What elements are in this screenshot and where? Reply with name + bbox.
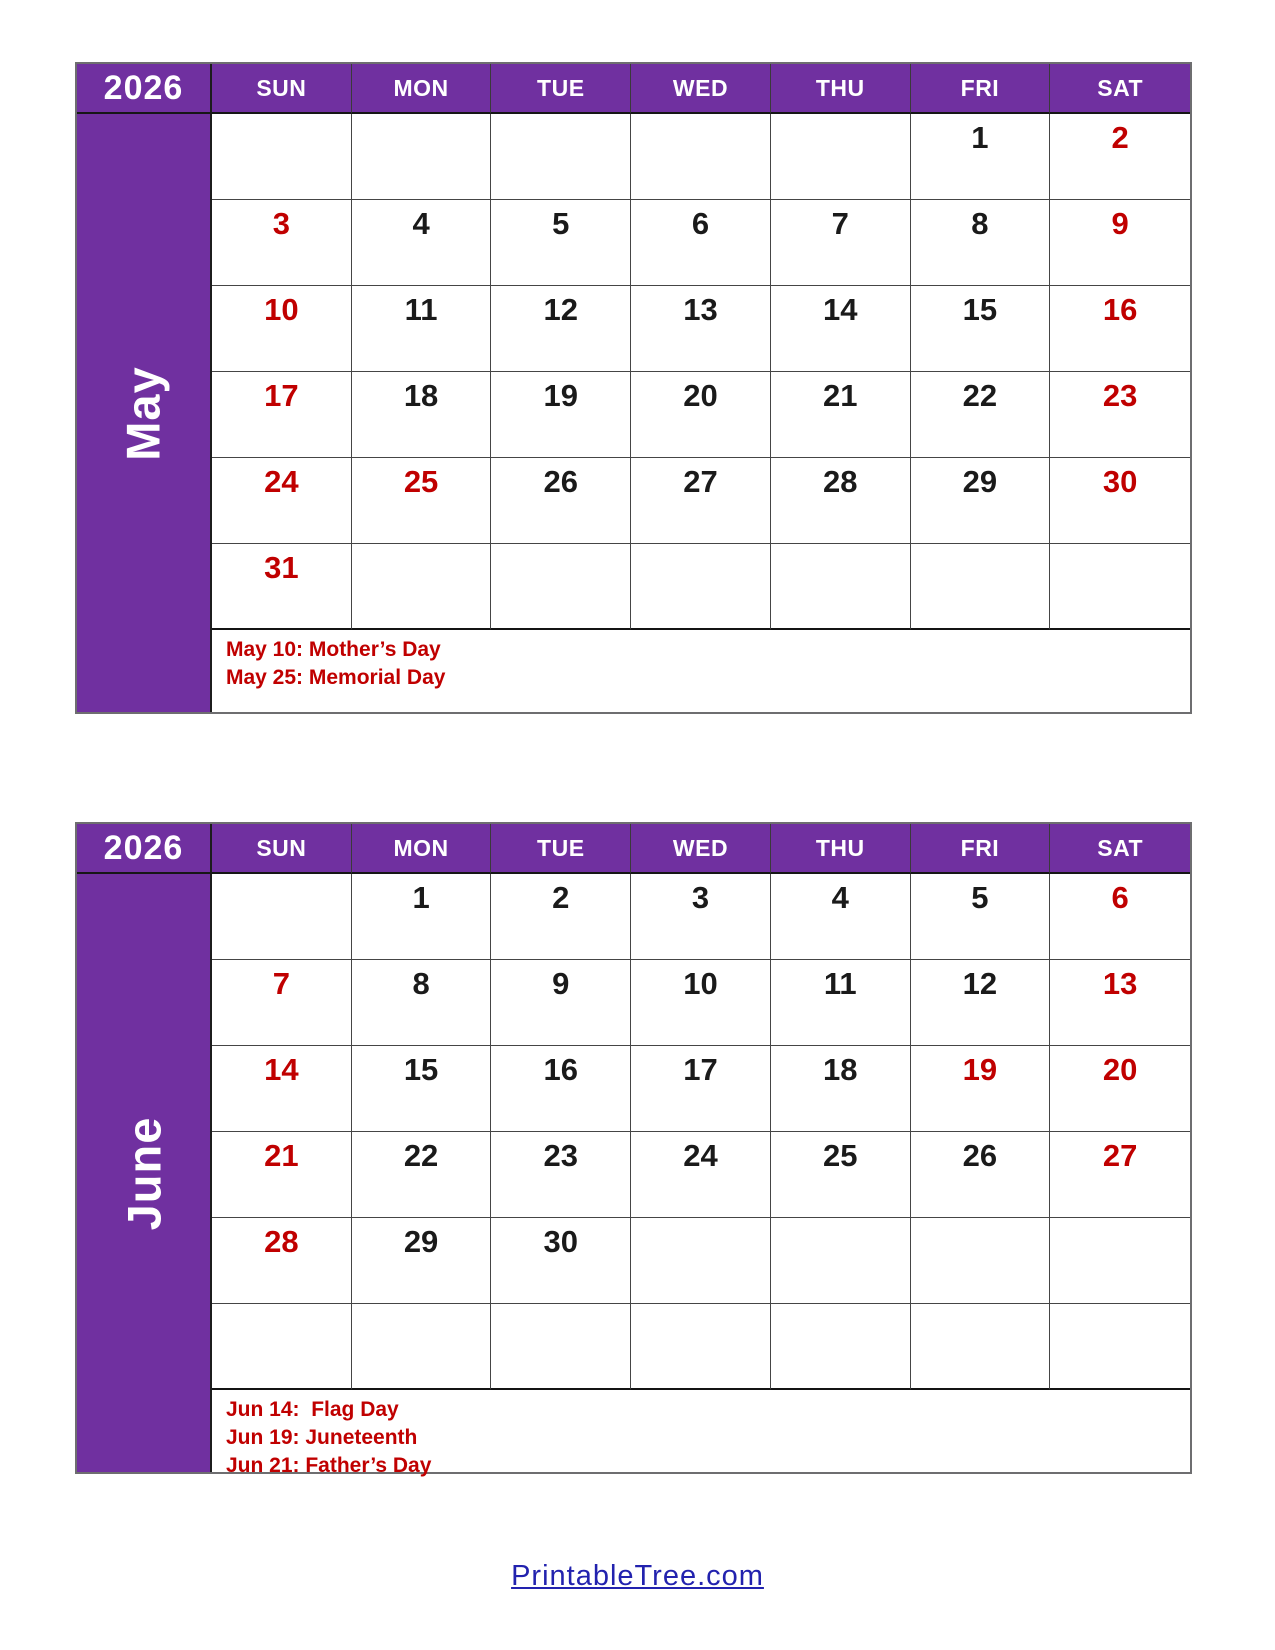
day-cell-empty — [771, 544, 911, 630]
day-cell-may-11: 11 — [352, 286, 492, 372]
holiday-note: May 10: Mother’s Day — [226, 638, 441, 661]
holiday-note: May 25: Memorial Day — [226, 666, 446, 689]
day-cell-may-22: 22 — [911, 372, 1051, 458]
day-cell-may-29: 29 — [911, 458, 1051, 544]
day-cell-june-20: 20 — [1050, 1046, 1190, 1132]
day-cell-may-31: 31 — [212, 544, 352, 630]
day-cell-june-17: 17 — [631, 1046, 771, 1132]
day-cell-may-18: 18 — [352, 372, 492, 458]
day-header-label: FRI — [960, 834, 1000, 861]
day-cell-june-12: 12 — [911, 960, 1051, 1046]
day-header-wed — [631, 824, 771, 874]
day-header-mon — [352, 824, 492, 874]
day-header-label: SUN — [256, 834, 307, 861]
day-cell-june-26: 26 — [911, 1132, 1051, 1218]
day-header-label: TUE — [537, 74, 585, 101]
day-header-label: MON — [393, 74, 449, 101]
month-name-label: June — [116, 1116, 170, 1230]
day-cell-may-26: 26 — [491, 458, 631, 544]
day-cell-may-4: 4 — [352, 200, 492, 286]
day-cell-empty — [771, 1218, 911, 1304]
day-cell-empty — [491, 114, 631, 200]
day-cell-may-30: 30 — [1050, 458, 1190, 544]
day-cell-june-11: 11 — [771, 960, 911, 1046]
day-header-label: WED — [672, 74, 729, 101]
day-cell-june-4: 4 — [771, 874, 911, 960]
day-cell-june-2: 2 — [491, 874, 631, 960]
day-header-label: THU — [815, 74, 865, 101]
month-sidebar — [77, 874, 212, 1472]
day-cell-empty — [911, 544, 1051, 630]
day-cell-may-24: 24 — [212, 458, 352, 544]
day-cell-june-3: 3 — [631, 874, 771, 960]
day-header-label: WED — [672, 834, 729, 861]
day-cell-june-16: 16 — [491, 1046, 631, 1132]
year-label: 2026 — [103, 68, 184, 107]
day-cell-may-19: 19 — [491, 372, 631, 458]
day-cell-empty — [212, 114, 352, 200]
day-header-sat — [1050, 64, 1190, 114]
day-cell-june-7: 7 — [212, 960, 352, 1046]
day-cell-june-24: 24 — [631, 1132, 771, 1218]
day-cell-june-5: 5 — [911, 874, 1051, 960]
day-cell-may-23: 23 — [1050, 372, 1190, 458]
holiday-note: Jun 14: Flag Day — [226, 1398, 399, 1421]
day-cell-may-6: 6 — [631, 200, 771, 286]
day-cell-may-20: 20 — [631, 372, 771, 458]
day-cell-may-17: 17 — [212, 372, 352, 458]
day-cell-june-18: 18 — [771, 1046, 911, 1132]
day-cell-may-13: 13 — [631, 286, 771, 372]
day-cell-empty — [1050, 1218, 1190, 1304]
day-cell-june-8: 8 — [352, 960, 492, 1046]
day-header-label: SUN — [256, 74, 307, 101]
day-cell-empty — [1050, 1304, 1190, 1390]
day-cell-june-6: 6 — [1050, 874, 1190, 960]
day-cell-may-3: 3 — [212, 200, 352, 286]
day-cell-empty — [771, 1304, 911, 1390]
day-header-label: THU — [815, 834, 865, 861]
day-cell-empty — [352, 544, 492, 630]
day-cell-empty — [911, 1218, 1051, 1304]
day-cell-may-7: 7 — [771, 200, 911, 286]
day-header-label: SAT — [1097, 74, 1144, 101]
month-sidebar — [77, 114, 212, 712]
day-header-fri — [911, 824, 1051, 874]
year-label-cell — [77, 64, 212, 114]
month-name-label: May — [117, 365, 170, 461]
day-header-label: SAT — [1097, 834, 1144, 861]
footer — [0, 1560, 1275, 1593]
day-cell-empty — [212, 1304, 352, 1390]
day-header-wed — [631, 64, 771, 114]
day-cell-june-29: 29 — [352, 1218, 492, 1304]
day-cell-may-28: 28 — [771, 458, 911, 544]
day-cell-may-21: 21 — [771, 372, 911, 458]
day-header-label: TUE — [537, 834, 585, 861]
year-label-cell — [77, 824, 212, 874]
day-cell-empty — [1050, 544, 1190, 630]
printabletree-link[interactable]: PrintableTree.com — [511, 1560, 764, 1592]
calendar-month-june-2026 — [75, 822, 1192, 1477]
day-cell-june-15: 15 — [352, 1046, 492, 1132]
day-cell-may-16: 16 — [1050, 286, 1190, 372]
day-cell-empty — [491, 1304, 631, 1390]
day-cell-empty — [631, 1218, 771, 1304]
day-header-tue — [491, 64, 631, 114]
holiday-note: Jun 21: Father’s Day — [226, 1454, 432, 1477]
day-cell-june-21: 21 — [212, 1132, 352, 1218]
day-header-thu — [771, 824, 911, 874]
day-cell-june-19: 19 — [911, 1046, 1051, 1132]
day-header-mon — [352, 64, 492, 114]
day-cell-empty — [631, 544, 771, 630]
day-cell-june-22: 22 — [352, 1132, 492, 1218]
day-cell-june-14: 14 — [212, 1046, 352, 1132]
day-header-sat — [1050, 824, 1190, 874]
day-header-tue — [491, 824, 631, 874]
holiday-notes — [212, 1390, 1190, 1477]
day-cell-may-10: 10 — [212, 286, 352, 372]
day-cell-june-25: 25 — [771, 1132, 911, 1218]
day-header-fri — [911, 64, 1051, 114]
day-cell-empty — [212, 874, 352, 960]
day-cell-may-27: 27 — [631, 458, 771, 544]
day-header-sun — [212, 824, 352, 874]
day-cell-june-23: 23 — [491, 1132, 631, 1218]
day-cell-june-9: 9 — [491, 960, 631, 1046]
day-header-label: MON — [393, 834, 449, 861]
day-cell-may-1: 1 — [911, 114, 1051, 200]
day-cell-empty — [911, 1304, 1051, 1390]
day-cell-empty — [631, 114, 771, 200]
day-cell-june-13: 13 — [1050, 960, 1190, 1046]
day-header-thu — [771, 64, 911, 114]
day-header-label: FRI — [960, 74, 1000, 101]
day-cell-may-14: 14 — [771, 286, 911, 372]
day-cell-may-8: 8 — [911, 200, 1051, 286]
day-cell-may-15: 15 — [911, 286, 1051, 372]
day-cell-june-27: 27 — [1050, 1132, 1190, 1218]
day-cell-empty — [771, 114, 911, 200]
holiday-notes — [212, 630, 1190, 712]
day-cell-empty — [631, 1304, 771, 1390]
day-header-sun — [212, 64, 352, 114]
day-cell-empty — [352, 114, 492, 200]
day-cell-may-9: 9 — [1050, 200, 1190, 286]
year-label: 2026 — [103, 828, 184, 867]
day-cell-may-12: 12 — [491, 286, 631, 372]
day-cell-may-25: 25 — [352, 458, 492, 544]
day-cell-june-1: 1 — [352, 874, 492, 960]
day-cell-may-5: 5 — [491, 200, 631, 286]
day-cell-empty — [352, 1304, 492, 1390]
day-cell-june-28: 28 — [212, 1218, 352, 1304]
day-cell-june-30: 30 — [491, 1218, 631, 1304]
day-cell-may-2: 2 — [1050, 114, 1190, 200]
day-cell-june-10: 10 — [631, 960, 771, 1046]
calendar-month-may-2026 — [75, 62, 1192, 714]
holiday-note: Jun 19: Juneteenth — [226, 1426, 418, 1449]
day-cell-empty — [491, 544, 631, 630]
